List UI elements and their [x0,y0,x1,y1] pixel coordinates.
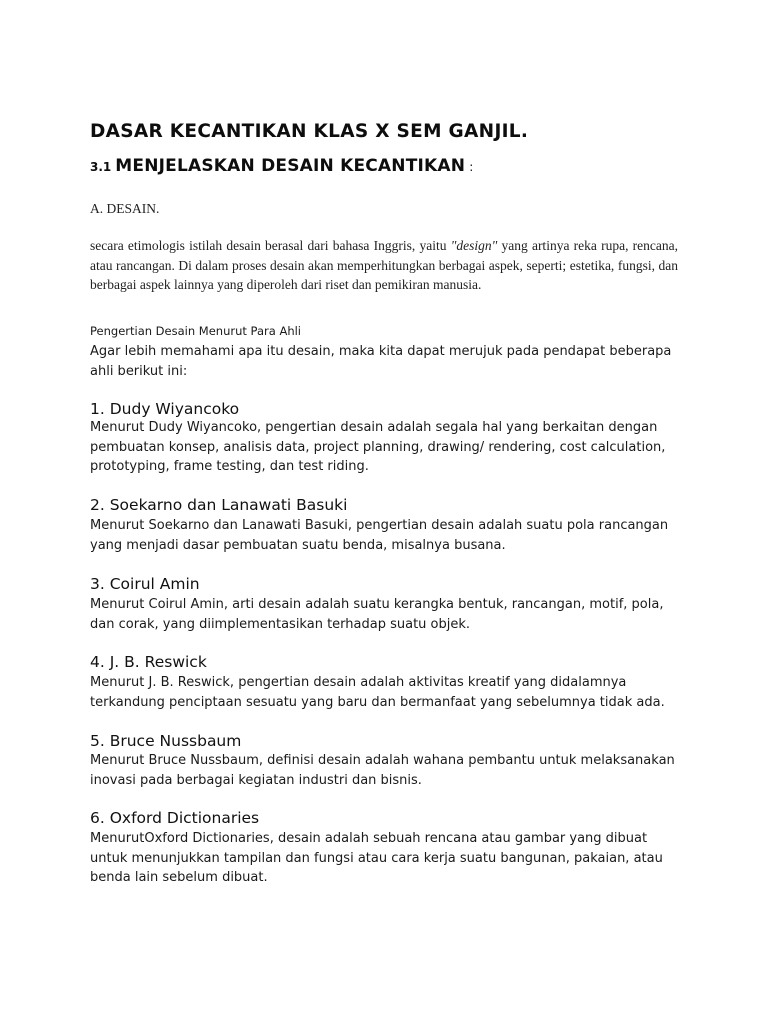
document-title: DASAR KECANTIKAN KLAS X SEM GANJIL. [90,121,529,142]
expert-heading: 3. Coirul Amin [90,575,200,593]
subtitle-text: MENJELASKAN DESAIN KECANTIKAN [115,156,466,176]
expert-heading: 1. Dudy Wiyancoko [90,400,240,418]
expert-definition: MenurutOxford Dictionaries, desain adalah sebuah rencana atau gambar yang dibuat untuk menunjukkan tampilan dan fungsi atau cara kerja suatu bangunan, pakaian, atau benda lain sebelum dibuat. [90,831,663,885]
etymology-term: "design" [450,238,498,253]
expert-definition: Menurut Coirul Amin, arti desain adalah suatu kerangka bentuk, rancangan, motif, pola, dan corak, yang diimplementasikan terhadap suatu objek. [90,597,664,632]
expert-heading: 2. Soekarno dan Lanawati Basuki [90,496,348,514]
subtitle-number: 3.1 [90,160,112,174]
expert-heading: 6. Oxford Dictionaries [90,809,260,827]
expert-heading: 4. J. B. Reswick [90,653,207,671]
expert-definition: Menurut Dudy Wiyancoko, pengertian desain adalah segala hal yang berkaitan dengan pembuatan konsep, analisis data, project planning, drawing/ rendering, cost calculation, prototyping, frame testing, dan test riding. [90,420,666,474]
etymology-paragraph [90,236,678,295]
expert-definition: Menurut Bruce Nussbaum, definisi desain adalah wahana pembantu untuk melaksanakan inovasi pada berbagai kegiatan industri dan bisnis. [90,753,675,788]
expert-definition: Menurut J. B. Reswick, pengertian desain adalah aktivitas kreatif yang didalamnya terkandung penciptaan sesuatu yang baru dan bermanfaat yang sebelumnya tidak ada. [90,675,665,710]
experts-heading: Pengertian Desain Menurut Para Ahli [90,324,301,338]
experts-intro: Agar lebih memahami apa itu desain, maka kita dapat merujuk pada pendapat beberapa ahli berikut ini: [90,344,672,379]
etymology-text-before: secara etimologis istilah desain berasal dari bahasa Inggris, yaitu [90,238,451,253]
expert-heading: 5. Bruce Nussbaum [90,732,242,750]
section-subtitle [90,156,473,176]
subtitle-suffix: : [469,160,474,174]
section-a-heading: A. DESAIN. [90,201,160,216]
expert-definition: Menurut Soekarno dan Lanawati Basuki, pengertian desain adalah suatu pola rancangan yang menjadi dasar pembuatan suatu benda, misalnya busana. [90,518,669,553]
etymology-text-after: yang artinya reka rupa, rencana, atau rancangan. Di dalam proses desain akan memperhitungkan berbagai aspek, seperti; estetika, fungsi, dan berbagai aspek lainnya yang diperoleh dari riset dan pemikiran manusia. [90,238,679,292]
